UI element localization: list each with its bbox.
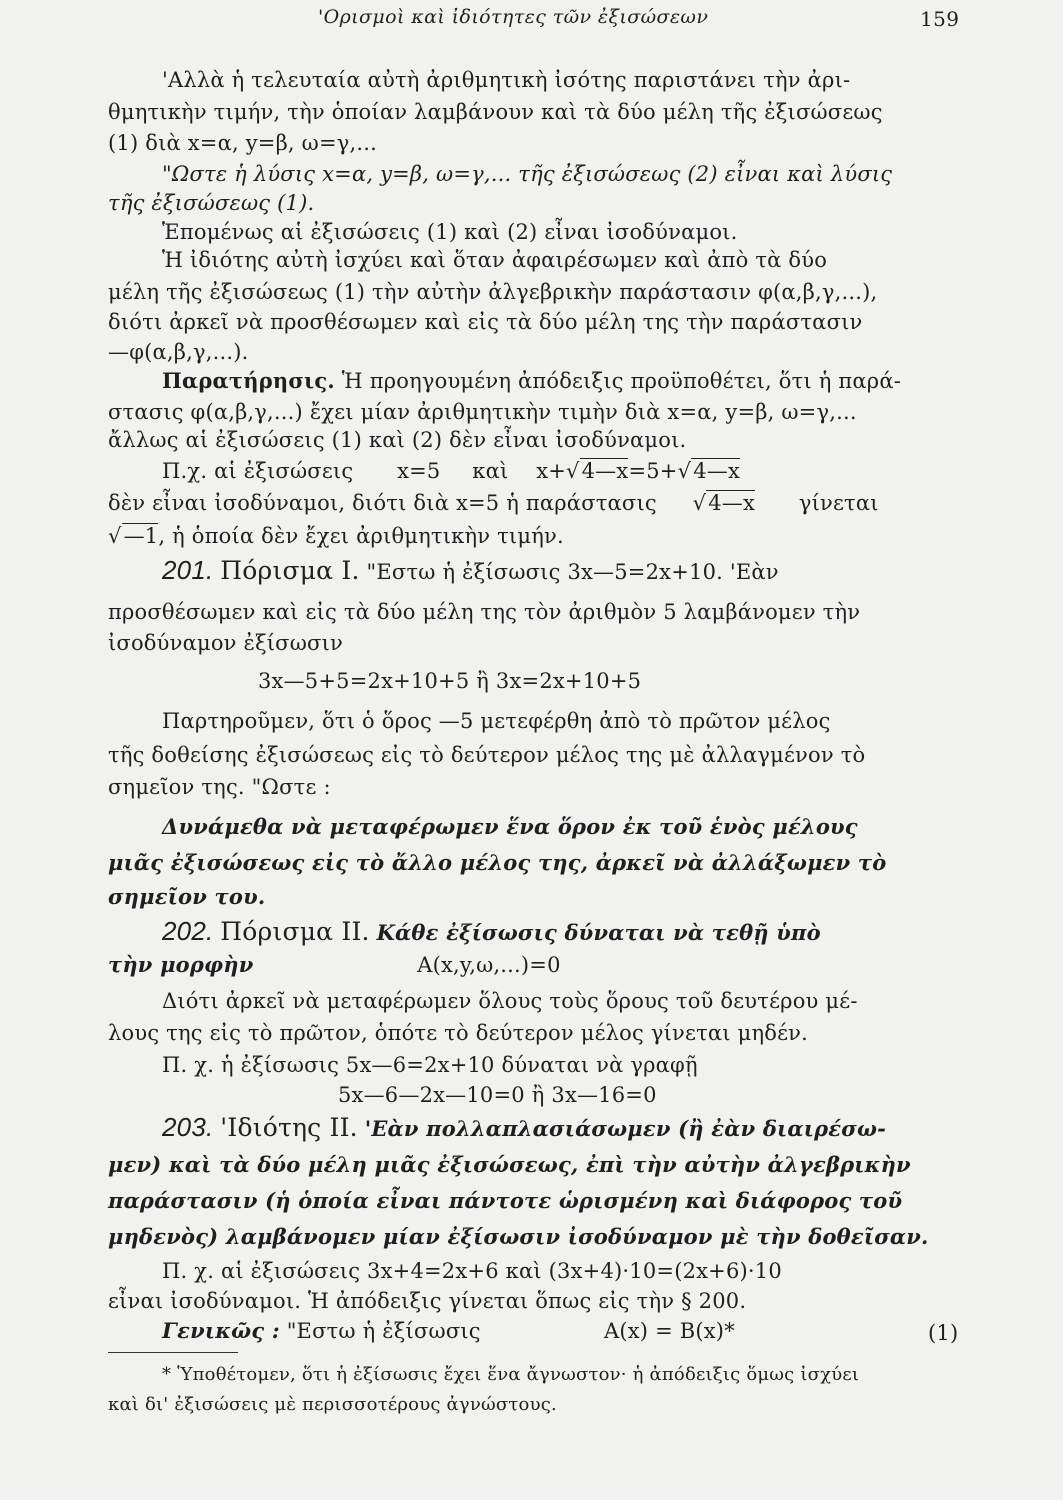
example-and: καὶ — [472, 459, 509, 483]
section-text: 'Εὰν πολλαπλασιάσωμεν (ἢ ἐὰν διαιρέσω- — [364, 1116, 887, 1141]
footnote-line-1: * Ὑποθέτομεν, ὅτι ἡ ἐξίσωσις ἔχει ἕνα ἄγνωστον· ἡ ἀπόδειξις ὅμως ἰσχύει — [162, 1364, 860, 1385]
general-equation: A(x) = B(x)* — [604, 1319, 735, 1343]
s201-equation: 3x—5+5=2x+10+5 ἢ 3x=2x+10+5 — [258, 669, 642, 693]
general-text: "Εστω ἡ ἐξίσωσις — [286, 1319, 481, 1343]
p4-line-3: διότι ἀρκεῖ νὰ προσθέσωμεν καὶ εἰς τὰ δύο μέλη της τὴν παράστασιν — [108, 310, 863, 334]
remark-line-3: ἄλλως αἱ ἐξισώσεις (1) καὶ (2) δὲν εἶναι ἰσοδύναμοι. — [108, 428, 687, 452]
s201-rule-line-1: Δυνάμεθα νὰ μεταφέρωμεν ἕνα ὅρον ἐκ τοῦ ἑνὸς μέλους — [162, 814, 858, 839]
s202-line-2 — [108, 950, 561, 980]
p4-line-2: μέλη τῆς ἐξισώσεως (1) τὴν αὐτὴν ἀλγεβρικὴν παράστασιν φ(α,β,γ,...), — [108, 280, 878, 304]
section-203-heading — [162, 1112, 886, 1144]
s202-form-label: τὴν μορφὴν — [108, 952, 254, 977]
remark-text: Ἡ προηγουμένη ἀπόδειξις προϋποθέτει, ὅτι ἡ παρά- — [334, 369, 902, 393]
example-text-2: δὲν εἶναι ἰσοδύναμοι, διότι διὰ x=5 ἡ παράστασις — [108, 491, 657, 515]
example-line-3 — [108, 521, 564, 551]
s201-line-2: προσθέσωμεν καὶ εἰς τὰ δύο μέλη της τὸν ἀριθμὸν 5 λαμβάνομεν τὴν — [108, 600, 861, 624]
sqrt-radicand-4: —1 — [123, 524, 159, 548]
example-line-2 — [108, 488, 879, 518]
example-text-4: , ἡ ὁποία δὲν ἔχει ἀριθμητικὴν τιμήν. — [158, 524, 564, 548]
section-number: 203. — [162, 1112, 214, 1142]
page-number: 159 — [920, 7, 960, 31]
example-eq-1: x=5 — [397, 459, 441, 483]
remark-line-1 — [162, 366, 901, 396]
s203-line-6: εἶναι ἰσοδύναμοι. Ἡ ἀπόδειξις γίνεται ὅπως εἰς τὴν § 200. — [108, 1289, 747, 1313]
s201-rule-line-3: σημεῖον του. — [108, 884, 266, 909]
sqrt-sign: √ — [566, 459, 580, 483]
s202-line-4: λους της εἰς τὸ πρῶτον, ὁπότε τὸ δεύτερον μέλος γίνεται μηδέν. — [108, 1021, 808, 1045]
s203-line-4: μηδενὸς) λαμβάνομεν μίαν ἐξίσωσιν ἰσοδύναμον μὲ τὴν δοθεῖσαν. — [108, 1224, 929, 1249]
s201-line-6: σημεῖον της. "Ωστε : — [108, 775, 331, 799]
p1-line-3: (1) διὰ x=α, y=β, ω=γ,... — [108, 131, 378, 155]
example-text: Π.χ. αἱ ἐξισώσεις — [162, 459, 354, 483]
s202-line-6: 5x—6—2x—10=0 ἢ 3x—16=0 — [338, 1083, 657, 1107]
sqrt-radicand-3: 4—x — [708, 491, 756, 515]
section-title: Πόρισμα II. — [220, 917, 370, 946]
section-201-heading — [162, 555, 779, 587]
sqrt-sign: √ — [108, 524, 122, 548]
sqrt-radicand-1: 4—x — [581, 459, 629, 483]
s202-line-5: Π. χ. ἡ ἐξίσωσις 5x—6=2x+10 δύναται νὰ γραφῇ — [162, 1053, 698, 1077]
s201-rule-line-2: μιᾶς ἐξισώσεως εἰς τὸ ἄλλο μέλος της, ἀρκεῖ νὰ ἀλλάξωμεν τὸ — [108, 850, 887, 875]
section-202-heading — [162, 916, 821, 948]
s201-line-3: ἰσοδύναμον ἐξίσωσιν — [108, 631, 343, 655]
general-line — [162, 1316, 481, 1346]
p4-line-1: Ἡ ἰδιότης αὐτὴ ἰσχύει καὶ ὅταν ἀφαιρέσωμεν καὶ ἀπὸ τὰ δύο — [162, 248, 828, 272]
s202-form-eq: A(x,y,ω,...)=0 — [417, 953, 561, 977]
s202-line-3: Διότι ἀρκεῖ νὰ μεταφέρωμεν ὅλους τοὺς ὅρους τοῦ δευτέρου μέ- — [162, 989, 858, 1013]
s203-line-3: παράστασιν (ἡ ὁποία εἶναι πάντοτε ὡρισμένη καὶ διάφορος τοῦ — [108, 1188, 903, 1213]
section-number: 201. — [162, 555, 214, 585]
section-number: 202. — [162, 916, 214, 946]
s203-line-2: μεν) καὶ τὰ δύο μέλη μιᾶς ἐξισώσεως, ἐπὶ τὴν αὐτὴν ἀλγεβρικὴν — [108, 1152, 911, 1177]
p2-line-1: "Ωστε ἡ λύσις x=α, y=β, ω=γ,... τῆς ἐξισώσεως (2) εἶναι καὶ λύσις — [162, 162, 893, 186]
general-label: Γενικῶς : — [162, 1318, 280, 1343]
footnote-line-2: καὶ δι' ἐξισώσεις μὲ περισσοτέρους ἀγνώστους. — [108, 1394, 557, 1415]
section-text: Κάθε ἐξίσωσις δύναται νὰ τεθῇ ὑπὸ — [376, 920, 821, 945]
s201-line-5: τῆς δοθείσης ἐξισώσεως εἰς τὸ δεύτερον μέλος της μὲ ἀλλαγμένον τὸ — [108, 743, 866, 767]
p1-line-1: 'Αλλὰ ἡ τελευταία αὐτὴ ἀριθμητικὴ ἰσότης παριστάνει τὴν ἀρι- — [162, 68, 851, 92]
example-eq-2a: x+ — [536, 459, 567, 483]
example-eq-2b: =5+ — [628, 459, 678, 483]
p4-line-4: —φ(α,β,γ,...). — [108, 340, 249, 364]
remark-label: Παρατήρησις. — [162, 368, 335, 393]
s201-line-4: Παρτηροῦμεν, ὅτι ὁ ὅρος —5 μετεφέρθη ἀπὸ τὸ πρῶτον μέλος — [162, 709, 831, 733]
example-line-1 — [162, 456, 740, 486]
footnote-rule — [108, 1352, 238, 1353]
p2-line-2: τῆς ἐξισώσεως (1). — [108, 191, 315, 215]
section-title: 'Ιδιότης II. — [220, 1113, 358, 1142]
section-title: Πόρισμα I. — [220, 556, 360, 585]
running-title: 'Ορισμοὶ καὶ ἰδιότητες τῶν ἐξισώσεων — [318, 6, 709, 28]
sqrt-sign: √ — [692, 491, 707, 515]
s203-line-5: Π. χ. αἱ ἐξισώσεις 3x+4=2x+6 καὶ (3x+4)·10=(2x+6)·10 — [162, 1259, 782, 1283]
sqrt-radicand-2: 4—x — [693, 459, 740, 483]
example-text-3: γίνεται — [798, 491, 879, 515]
remark-line-2: στασις φ(α,β,γ,...) ἔχει μίαν ἀριθμητικὴν τιμὴν διὰ x=α, y=β, ω=γ,... — [108, 400, 857, 424]
p1-line-2: θμητικὴν τιμήν, τὴν ὁποίαν λαμβάνουν καὶ τὰ δύο μέλη τῆς ἐξισώσεως — [108, 100, 883, 124]
general-equation-ref: (1) — [928, 1321, 959, 1345]
p3-line-1: Ἑπομένως αἱ ἐξισώσεις (1) καὶ (2) εἶναι ἰσοδύναμοι. — [162, 220, 738, 244]
sqrt-sign: √ — [677, 459, 692, 483]
section-text: "Εστω ἡ ἐξίσωσις 3x—5=2x+10. 'Εὰν — [366, 560, 779, 584]
